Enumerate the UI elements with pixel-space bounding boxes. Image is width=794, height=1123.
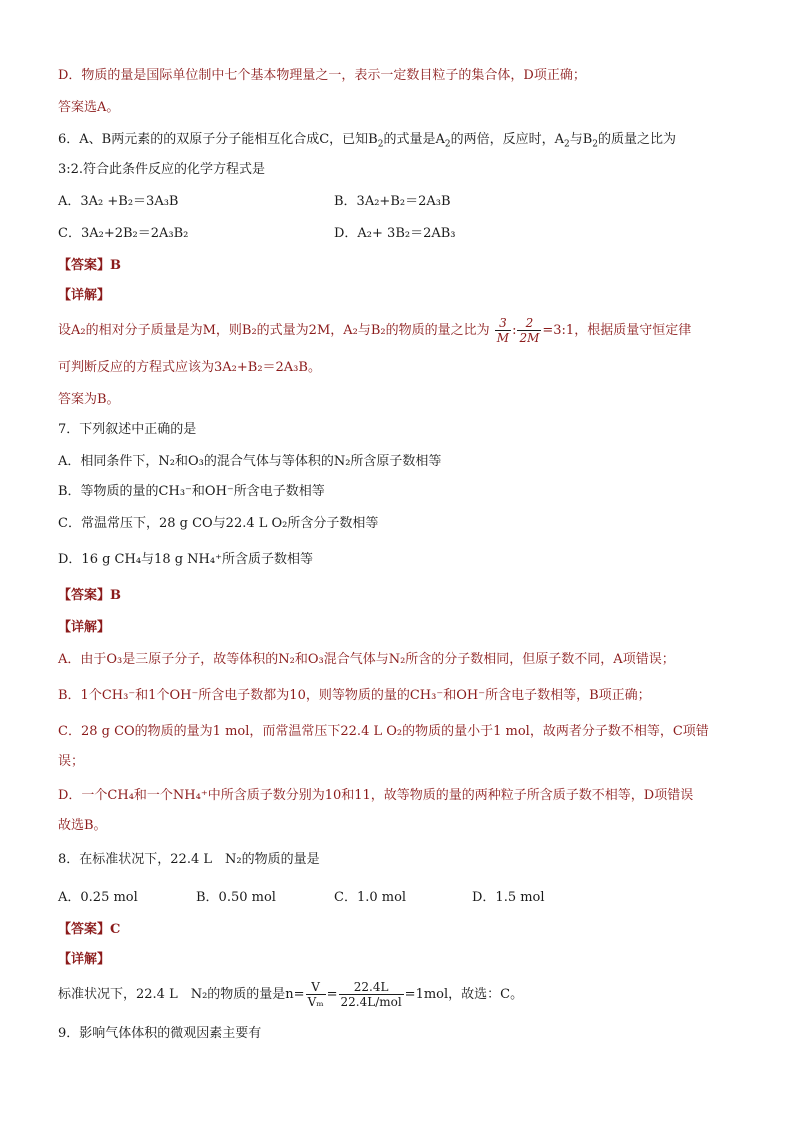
fraction: $\frac{V}{\text{Vₘ}}$	[307, 980, 324, 1009]
detail-label: 【详解】	[58, 620, 111, 635]
detail-line: C．28 g CO的物质的量为1 mol，而常温常压下22.4 L O₂的物质的量小于1 mol，故两者分子数不相等，C项错	[58, 724, 709, 739]
answer-label: 【答案】B	[58, 258, 121, 273]
option-b: B．等物质的量的CH₃⁻和OH⁻所含电子数相等	[58, 484, 325, 499]
option-a: A．3A₂ +B₂＝3A₃B	[58, 194, 179, 209]
conclusion: 答案为B。	[58, 392, 120, 407]
text-line: 答案选A。	[58, 100, 120, 115]
option-a: A．相同条件下，N₂和O₃的混合气体与等体积的N₂所含原子数相等	[58, 454, 442, 469]
text-line: 3:2.符合此条件反应的化学方程式是	[58, 162, 266, 177]
option-c: C．3A₂+2B₂＝2A₃B₂	[58, 226, 189, 241]
option-b: B．0.50 mol	[196, 890, 276, 905]
option-a: A．0.25 mol	[58, 890, 138, 905]
detail-line: 误；	[58, 754, 85, 769]
question-7: 7．下列叙述中正确的是	[58, 422, 197, 437]
detail-line: D．一个CH₄和一个NH₄⁺中所含质子数分别为10和11，故等物质的量的两种粒子所含质子数不相等，D项错误	[58, 788, 694, 803]
option-c: C．常温常压下，28 g CO与22.4 L O₂所含分子数相等	[58, 516, 379, 531]
answer-label: 【答案】C	[58, 922, 121, 937]
question-6: 6．A、B两元素的的双原子分子能相互化合成C，已知$B_2$的式量是$A_2$的两倍，反应时，$A_2$与$B_2$的质量之比为	[58, 132, 677, 150]
answer-label: 【答案】B	[58, 588, 121, 603]
option-d: D．16 g CH₄与18 g NH₄⁺所含质子数相等	[58, 552, 313, 567]
detail-line: A．由于O₃是三原子分子，故等体积的N₂和O₃混合气体与N₂所含的分子数相同，但原子数不同，A项错误；	[58, 652, 675, 667]
question-8: 8．在标准状况下，22.4 L N₂的物质的量是	[58, 852, 320, 867]
detail-line: 可判断反应的方程式应该为3A₂+B₂＝2A₃B。	[58, 360, 321, 375]
detail-line: 设A₂的相对分子质量是为M，则B₂的式量为2M，A₂与B₂的物质的量之比为 $\frac{3}{M}$ : $\frac{2}{2M}$ =3:1，根据质量守恒定律	[58, 316, 692, 345]
text-line: D．物质的量是国际单位制中七个基本物理量之一，表示一定数目粒子的集合体，D项正确；	[58, 68, 586, 83]
fraction: $\frac{3}{M}$	[496, 316, 510, 345]
detail-label: 【详解】	[58, 288, 111, 303]
detail-line: B．1个CH₃⁻和1个OH⁻所含电子数都为10，则等物质的量的CH₃⁻和OH⁻所含电子数相等，B项正确；	[58, 688, 651, 703]
option-d: D．1.5 mol	[472, 890, 545, 905]
option-b: B．3A₂+B₂＝2A₃B	[334, 194, 451, 209]
question-9: 9．影响气体体积的微观因素主要有	[58, 1026, 262, 1041]
detail-line: 标准状况下，22.4 L N₂的物质的量是n= $\frac{V}{\text{Vₘ}}$ = $\frac{22.4L}{\text{22.4L/mol}}$ =1mol，故选：C。	[58, 980, 524, 1009]
fraction: $\frac{22.4L}{\text{22.4L/mol}}$	[340, 980, 402, 1009]
fraction: $\frac{2}{2M}$	[519, 316, 540, 345]
option-c: C．1.0 mol	[334, 890, 407, 905]
option-d: D．A₂+ 3B₂＝2AB₃	[334, 226, 456, 241]
detail-label: 【详解】	[58, 952, 111, 967]
conclusion: 故选B。	[58, 818, 107, 833]
